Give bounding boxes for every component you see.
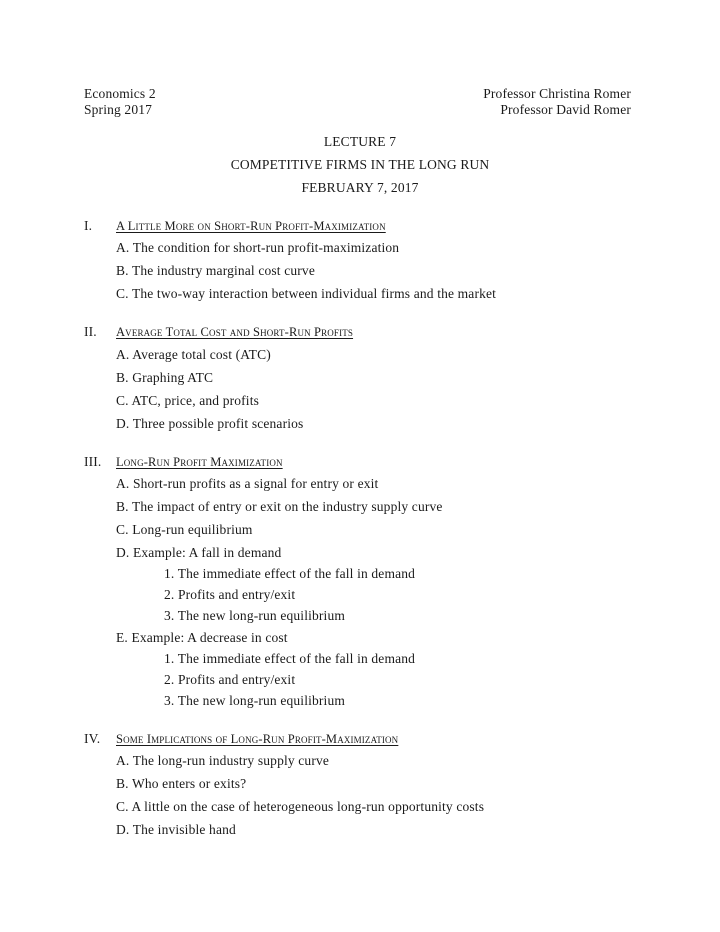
section-heading: A Little More on Short-Run Profit-Maximization (116, 219, 386, 233)
outline-item: B. Who enters or exits? (116, 776, 247, 791)
outline-item: A. The condition for short-run profit-maximization (116, 240, 400, 255)
outline-item: D. Three possible profit scenarios (116, 416, 304, 431)
outline-item: C. ATC, price, and profits (116, 393, 260, 408)
outline-item: C. The two-way interaction between individual firms and the market (116, 286, 497, 301)
outline-subitem: 2. Profits and entry/exit (164, 672, 296, 687)
outline-item: D. Example: A fall in demand (116, 545, 282, 560)
outline-item: A. The long-run industry supply curve (116, 753, 330, 768)
outline-subitem: 1. The immediate effect of the fall in demand (164, 651, 416, 666)
section-heading: Some Implications of Long-Run Profit-Maximization (116, 732, 399, 746)
section-numeral: IV. (84, 731, 101, 746)
outline-item: E. Example: A decrease in cost (116, 630, 288, 645)
outline-item: B. Graphing ATC (116, 370, 214, 385)
professor-2: Professor David Romer (500, 102, 631, 117)
course-name: Economics 2 (84, 86, 156, 101)
lecture-date: FEBRUARY 7, 2017 (301, 180, 419, 195)
outline-item: A. Short-run profits as a signal for entry or exit (116, 476, 379, 491)
lecture-number: LECTURE 7 (323, 134, 397, 149)
outline-subitem: 2. Profits and entry/exit (164, 587, 296, 602)
professor-1: Professor Christina Romer (483, 86, 631, 101)
section-heading: Average Total Cost and Short-Run Profits (116, 325, 354, 339)
section-heading: Long-Run Profit Maximization (116, 455, 283, 469)
outline-item: B. The industry marginal cost curve (116, 263, 315, 278)
outline-item: D. The invisible hand (116, 822, 236, 837)
section-numeral: II. (84, 324, 97, 339)
outline-subitem: 3. The new long-run equilibrium (164, 608, 345, 623)
outline-item: C. Long-run equilibrium (116, 522, 253, 537)
outline-item: A. Average total cost (ATC) (116, 347, 271, 362)
outline-subitem: 1. The immediate effect of the fall in demand (164, 566, 416, 581)
section-numeral: III. (84, 454, 102, 469)
term: Spring 2017 (84, 102, 153, 117)
outline-item: C. A little on the case of heterogeneous long-run opportunity costs (116, 799, 485, 814)
lecture-topic: COMPETITIVE FIRMS IN THE LONG RUN (230, 157, 490, 172)
outline-item: B. The impact of entry or exit on the industry supply curve (116, 499, 443, 514)
outline-subitem: 3. The new long-run equilibrium (164, 693, 345, 708)
section-numeral: I. (84, 218, 93, 233)
